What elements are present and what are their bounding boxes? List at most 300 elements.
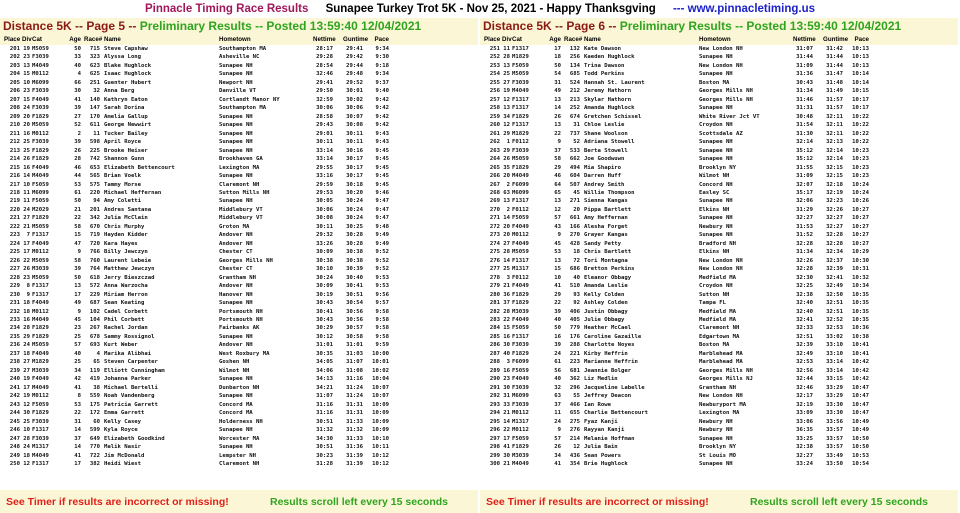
cell-age: 31 [74,418,81,425]
table-row [0,392,478,400]
cell-pace: 10:34 [852,283,869,290]
table-row [0,240,478,248]
cell-pace: 10:13 [852,62,869,69]
cell-nettime: 31:46 [796,96,813,103]
cell-pace: 10:35 [852,300,869,307]
cell-place: 201 [9,46,20,52]
panel-footer [480,494,958,510]
cell-cat: F1317 [32,291,49,298]
cell-hometown: Sunapee NH [699,54,733,61]
cell-div: 12 [23,460,30,467]
cell-age: 21 [74,206,81,213]
cell-div: 20 [503,173,510,180]
cell-name: Jeffrey Deacon [584,393,632,400]
cell-guntime: 33:57 [826,444,843,451]
table-row [0,70,478,78]
cell-cat: M0112 [512,410,529,417]
cell-place: 275 [489,249,500,256]
cell-guntime: 30:16 [346,147,363,154]
cell-guntime: 31:24 [346,393,363,400]
cell-race-number: 661 [569,215,580,222]
cell-place: 251 [489,46,500,52]
cell-race-number: 649 [89,435,100,442]
cell-name: Trina Dawson [584,62,625,69]
cell-hometown: Sunapee NH [219,71,253,78]
column-header-name: Name [584,36,601,43]
cell-nettime: 31:55 [796,164,813,171]
cell-age: 37 [554,147,561,154]
table-row [0,316,478,324]
cell-hometown: Concord MA [219,401,253,408]
cell-pace: 10:23 [852,164,869,171]
cell-age: 2 [77,130,81,137]
cell-div: 3 [506,359,510,366]
cell-nettime: 32:19 [796,401,813,408]
cell-hometown: Boston MA [699,342,730,349]
cell-div: 28 [23,435,30,442]
cell-name: Elizabeth Goodkind [104,435,165,442]
cell-place: 243 [9,401,20,408]
cell-hometown: Sunapee NH [219,198,253,205]
cell-place: 238 [9,359,20,366]
cell-nettime: 30:43 [796,79,813,86]
cell-pace: 9:45 [375,164,389,171]
cell-pace: 10:38 [852,333,869,340]
cell-cat: M0112 [32,249,49,256]
cell-div: 25 [23,139,30,146]
cell-hometown: Grantham NH [699,384,737,391]
cell-name: Brian Voelk [104,173,142,180]
cell-place: 247 [9,435,20,442]
cell-hometown: Andover NH [219,342,253,349]
cell-place: 299 [489,452,500,459]
cell-hometown: Wilmot NH [219,367,250,374]
cell-cat: F1317 [512,333,529,340]
cell-div: 29 [503,147,510,154]
cell-hometown: Georges Mills NH [219,257,273,264]
cell-age: 39 [554,342,561,349]
cell-name: Tori Montagna [584,257,628,264]
cell-pace: 10:29 [852,249,869,256]
cell-cat: M3039 [32,367,49,374]
cell-nettime: 30:29 [316,325,333,332]
cell-cat: F3039 [32,435,49,442]
cell-div: 10 [23,181,30,188]
cell-age: 8 [77,393,81,400]
cell-pace: 9:57 [375,300,389,307]
cell-race-number: 119 [89,367,100,374]
cell-age: 27 [74,113,81,120]
cell-hometown: Groton MA [219,223,250,230]
cell-age: 47 [74,240,81,247]
cell-pace: 9:43 [375,130,389,137]
cell-cat: M3039 [512,308,529,315]
cell-guntime: 32:15 [826,164,843,171]
cell-guntime: 31:33 [346,435,363,442]
cell-hometown: Holderness NH [219,418,263,425]
cell-guntime: 31:39 [346,452,363,459]
cell-guntime: 32:27 [826,215,843,222]
cell-name: Tammy Morse [104,181,142,188]
cell-place: 287 [489,350,500,357]
cell-race-number: 354 [569,460,580,467]
cell-name: Julia McClain [104,215,148,222]
table-row [0,452,478,460]
column-header-age: Age [69,36,81,43]
cell-div: 12 [23,401,30,408]
cell-name: Amanda Hughlock [584,105,635,112]
cell-cat: F3039 [512,147,529,154]
cell-age: 46 [554,173,561,180]
cell-race-number: 662 [569,156,580,163]
cell-nettime: 29:41 [316,79,333,86]
cell-pace: 10:27 [852,206,869,213]
cell-place: 234 [9,325,20,332]
cell-race-number: 766 [89,249,100,256]
cell-age: 9 [557,427,561,434]
cell-place: 286 [489,342,500,349]
cell-race-number: 623 [89,62,100,69]
cell-guntime: 31:32 [346,427,363,434]
cell-guntime: 30:02 [346,96,363,103]
cell-cat: M2029 [32,206,49,213]
cell-name: Pippa Bartlett [584,206,632,213]
cell-hometown: Sunapee NH [699,435,733,442]
cell-age: 65 [554,189,561,196]
cell-cat: M3039 [512,452,529,459]
cell-place: 227 [9,266,20,273]
cell-cat: F1829 [512,291,529,298]
cell-hometown: Sunapee NH [219,113,253,120]
cell-pace: 10:07 [372,393,389,400]
cell-place: 256 [489,88,500,95]
cell-pace: 10:41 [852,350,869,357]
cell-age: 13 [554,122,561,129]
cell-place: 291 [489,384,500,391]
cell-name: Amelia Gallup [104,113,148,120]
cell-hometown: Georges Mills NH [699,88,753,95]
cell-name: Berta Stowell [584,147,628,154]
cell-place: 203 [9,62,20,69]
cell-place: 237 [9,350,20,357]
cell-cat: M1317 [512,266,529,273]
cell-name: Miriam Herron [104,291,148,298]
cell-nettime: 30:24 [316,274,333,281]
cell-place: 255 [489,79,500,86]
cell-nettime: 30:05 [316,198,333,205]
table-row [0,358,478,366]
cell-cat: M4049 [512,88,529,95]
cell-nettime: 33:09 [796,410,813,417]
cell-race-number: 271 [569,198,580,205]
cell-div: 24 [23,444,30,451]
cell-age: 58 [554,156,561,163]
cell-hometown: Sunapee NH [699,156,733,163]
cell-name: Eleanor Obbagy [584,274,632,281]
cell-cat: F4049 [32,350,49,357]
cell-guntime: 30:17 [346,164,363,171]
cell-name: Blake Hughlock [104,62,152,69]
table-row [480,299,958,307]
cell-cat: F5059 [512,435,529,442]
cell-age: 58 [74,257,81,264]
cell-pace: 9:59 [375,342,389,349]
cell-div: 16 [23,130,30,137]
cell-place: 292 [489,393,500,400]
cell-pace: 9:58 [375,308,389,315]
cell-pace: 10:22 [852,122,869,129]
cell-hometown: Elkins NH [699,249,730,256]
cell-div: 28 [503,249,510,256]
table-row [0,443,478,451]
table-row [0,206,478,214]
cell-name: Joe Goodwuwn [584,156,625,163]
cell-guntime: 31:01 [346,342,363,349]
cell-hometown: New London NH [699,62,743,69]
cell-div: 35 [503,164,510,171]
cell-name: Isaac Hughlock [104,71,152,78]
table-row [480,375,958,383]
cell-race-number: 270 [569,232,580,239]
cell-pace: 9:45 [375,147,389,154]
cell-race-number: 323 [89,54,100,61]
cell-div: 21 [503,410,510,417]
cell-race-number: 252 [569,105,580,112]
table-row [0,324,478,332]
cell-race-number: 132 [569,46,580,52]
cell-div: 26 [23,266,30,273]
cell-hometown: Andover NH [219,232,253,239]
cell-place: 271 [489,215,500,222]
column-header-pace: Pace [854,36,869,43]
cell-race-number: 524 [569,79,580,86]
cell-age: 22 [554,130,561,137]
cell-pace: 10:49 [852,427,869,434]
cell-place: 267 [489,181,500,188]
cell-race-number: 45 [573,189,580,196]
cell-name: Steve Capshaw [104,46,148,52]
cell-nettime: 31:54 [796,122,813,129]
cell-nettime: 32:06 [796,198,813,205]
cell-place: 262 [489,139,500,146]
cell-guntime: 33:10 [826,342,843,349]
cell-name: Bretton Perkins [584,266,635,273]
cell-guntime: 33:10 [826,350,843,357]
cell-race-number: 214 [569,435,580,442]
cell-name: Justin Obbagy [584,308,628,315]
table-row [0,274,478,282]
cell-place: 239 [9,367,20,374]
cell-div: 10 [23,427,30,434]
cell-place: 212 [9,139,20,146]
cell-guntime: 29:42 [346,54,363,61]
cell-age: 13 [554,96,561,103]
cell-race-number: 770 [89,444,100,451]
cell-pace: 9:52 [375,249,389,256]
cell-hometown: Fairbanks AK [219,325,260,332]
cell-div: 19 [23,46,30,52]
cell-place: 224 [9,240,20,247]
cell-cat: F3039 [32,418,49,425]
cell-name: Jeremy Hathorn [584,88,632,95]
cell-cat: M5059 [512,156,529,163]
cell-age: 41 [74,96,81,103]
cell-nettime: 32:27 [796,452,813,459]
cell-hometown: Grantham NH [219,274,257,281]
cell-pace: 10:27 [852,232,869,239]
cell-nettime: 35:12 [796,147,813,154]
column-header-nettime: Nettime [313,36,336,43]
cell-place: 253 [489,62,500,69]
cell-pace: 10:47 [852,393,869,400]
cell-div: 24 [23,206,30,213]
cell-hometown: Easley SC [699,189,730,196]
column-header-place: Place [484,36,501,43]
cell-div: 18 [23,350,30,357]
cell-hometown: Georges Mills NJ [699,376,753,383]
cell-place: 259 [489,113,500,120]
cell-race-number: 94 [93,198,100,205]
column-header-cat: Cat [512,36,522,43]
cell-guntime: 31:47 [826,71,843,78]
cell-cat: M1317 [512,418,529,425]
cell-place: 276 [489,257,500,264]
cell-nettime: 32:28 [796,240,813,247]
cell-age: 9 [557,232,561,239]
cell-name: George Newwirt [104,122,152,129]
cell-hometown: Chester CT [219,249,253,256]
table-row [480,409,958,417]
footer-warning: See Timer if results are incorrect or missing! [486,496,709,508]
cell-name: Amy Coletti [104,198,142,205]
cell-name: Alyssa Long [104,54,142,61]
cell-hometown: New London NH [699,393,743,400]
cell-guntime: 31:33 [346,418,363,425]
cell-guntime: 31:24 [346,384,363,391]
cell-div: 16 [503,367,510,374]
cell-age: 32 [554,384,561,391]
cell-guntime: 32:11 [826,130,843,137]
cell-cat: M5059 [32,223,49,230]
cell-pace: 10:30 [852,257,869,264]
banner-url[interactable]: --- www.pinnacletiming.us [672,3,816,15]
cell-place: 283 [489,317,500,323]
table-row [480,274,958,282]
cell-nettime: 31:16 [316,401,333,408]
cell-nettime: 32:38 [796,444,813,451]
cell-race-number: 65 [93,359,100,366]
cell-pace: 10:17 [852,105,869,112]
table-row [0,367,478,375]
cell-place: 209 [9,113,20,120]
cell-race-number: 715 [89,46,100,52]
cell-pace: 9:45 [375,156,389,163]
cell-hometown: Sunapee NH [699,198,733,205]
table-row [480,206,958,214]
cell-cat: M5059 [512,249,529,256]
cell-place: 219 [9,198,20,205]
cell-age: 30 [74,88,81,95]
cell-hometown: Andover NH [219,283,253,290]
cell-div: 15 [23,71,30,78]
cell-name: Phil Corbett [104,317,145,323]
cell-pace: 10:35 [852,308,869,315]
cell-nettime: 28:54 [316,62,333,69]
table-row [480,121,958,129]
table-row [0,130,478,138]
cell-div: 28 [23,325,30,332]
cell-place: 263 [489,147,500,154]
cell-nettime: 32:40 [796,300,813,307]
cell-cat: M4049 [32,62,49,69]
panel-footer [0,494,478,510]
cell-place: 226 [9,257,20,264]
cell-place: 273 [489,232,500,239]
cell-place: 244 [9,410,20,417]
table-row [480,181,958,189]
cell-guntime: 30:24 [346,198,363,205]
cell-nettime: 31:34 [796,249,813,256]
cell-race-number: 510 [569,283,580,290]
cell-place: 223 [9,232,20,239]
cell-pace: 10:23 [852,147,869,154]
cell-name: Billy Jewczyn [104,249,148,256]
cell-name: Julia Bain [584,444,618,451]
cell-hometown: Brooklyn NY [699,164,737,171]
cell-guntime: 32:19 [826,189,843,196]
cell-pace: 10:53 [852,452,869,459]
cell-name: Sandy Petty [584,240,622,247]
cell-place: 228 [9,274,20,281]
cell-guntime: 30:51 [346,291,363,298]
cell-hometown: Scottsdale AZ [699,130,743,137]
cell-name: Heidi Wiest [104,460,142,467]
cell-cat: F4049 [512,240,529,247]
table-row [0,375,478,383]
table-row [0,231,478,239]
table-row [480,223,958,231]
cell-hometown: Sunapee NH [699,215,733,222]
cell-guntime: 32:28 [826,232,843,239]
cell-age: 40 [554,317,561,323]
cell-age: 9 [77,249,81,256]
cell-div: 21 [503,460,510,467]
cell-age: 44 [74,173,81,180]
cell-hometown: Middlebury VT [219,206,263,213]
cell-pace: 9:42 [375,96,389,103]
cell-name: Brie Hughlock [584,460,628,467]
cell-age: 57 [74,342,81,349]
cell-race-number: 18 [573,249,580,256]
cell-nettime: 30:19 [316,291,333,298]
cell-name: Anna Berg [104,88,135,95]
column-header-nettime: Nettime [793,36,816,43]
cell-nettime: 29:53 [316,189,333,196]
cell-guntime: 32:23 [826,198,843,205]
cell-race-number: 428 [569,240,580,247]
cell-nettime: 31:34 [796,88,813,95]
cell-nettime: 30:48 [796,113,813,120]
cell-race-number: 55 [573,393,580,400]
cell-age: 42 [74,376,81,383]
cell-cat: M6099 [512,189,529,196]
cell-cat: F1317 [512,96,529,103]
cell-guntime: 31:36 [346,444,363,451]
cell-pace: 10:22 [852,139,869,146]
cell-age: 29 [554,291,561,298]
cell-div: 29 [23,333,30,340]
cell-div: 37 [503,300,510,307]
